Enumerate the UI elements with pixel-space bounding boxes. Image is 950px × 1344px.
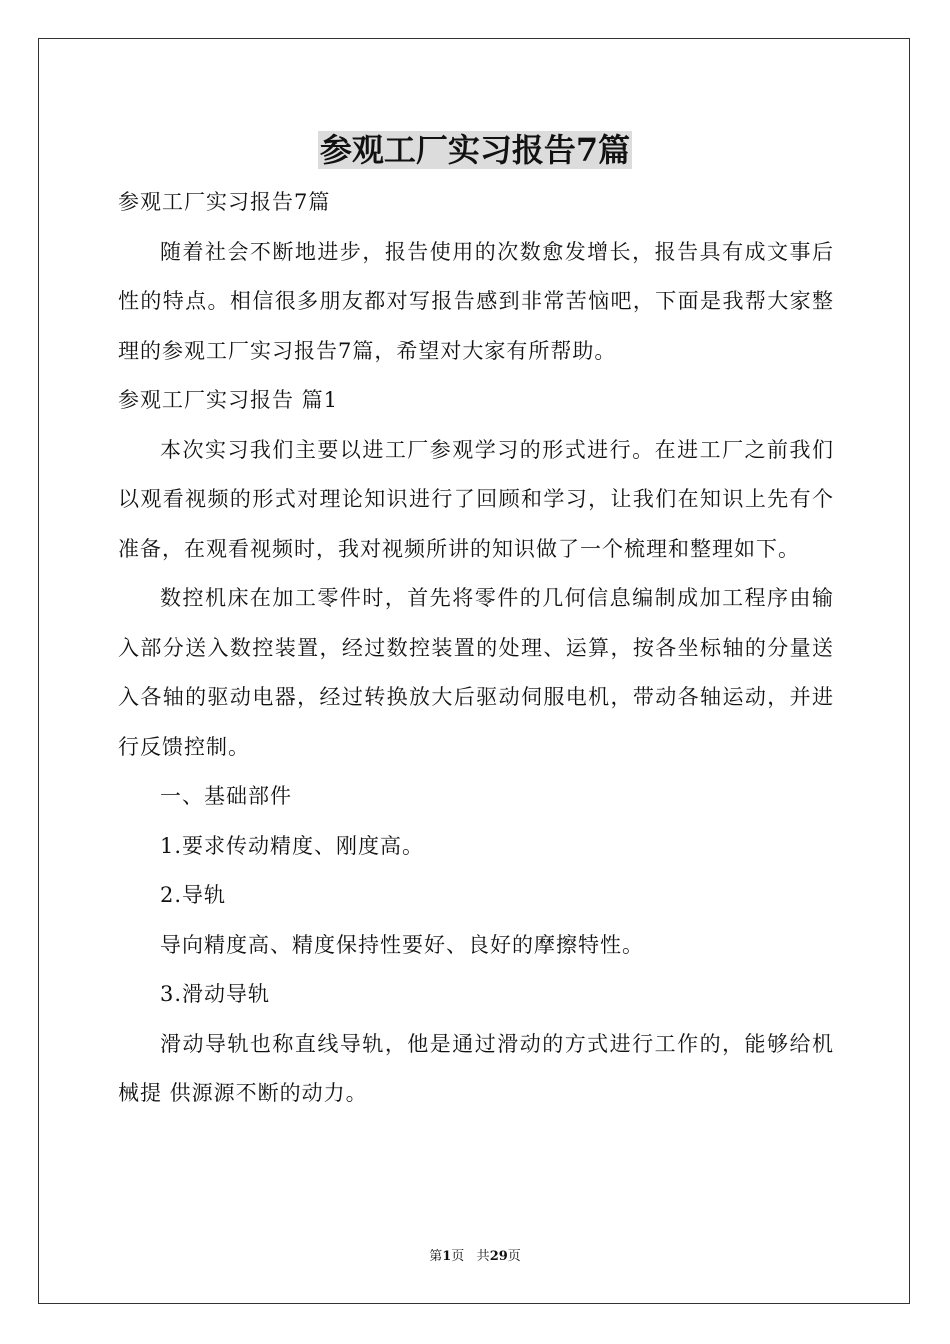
total-prefix: 共 [476,1249,490,1264]
total-suffix: 页 [507,1249,521,1264]
page-footer [0,1248,950,1266]
list-item: 3.滑动导轨 [160,982,271,1006]
intro-paragraph: 随着社会不断地进步，报告使用的次数愈发增长，报告具有成文事后性的特点。相信很多朋友都对写报告感到非常苦恼吧，下面是我帮大家整理的参观工厂实习报告7篇，希望对大家有所帮助。 [118,239,834,363]
subtitle-line: 参观工厂实习报告7篇 [118,190,331,214]
body-paragraph: 导向精度高、精度保持性要好、良好的摩擦特性。 [160,932,644,957]
body-paragraph: 本次实习我们主要以进工厂参观学习的形式进行。在进工厂之前我们以观看视频的形式对理论知识进行了回顾和学习，让我们在知识上先有个准备，在观看视频时，我对视频所讲的知识做了一个梳理和整理如下。 [118,437,834,561]
total-pages: 29 [489,1249,508,1264]
document-title-text: 参观工厂实习报告7篇 [319,131,631,169]
document-title [0,128,950,172]
section-heading-1: 参观工厂实习报告 篇1 [118,388,339,412]
body-paragraph: 数控机床在加工零件时，首先将零件的几何信息编制成加工程序由输入部分送入数控装置，经过数控装置的处理、运算，按各坐标轴的分量送入各轴的驱动电器，经过转换放大后驱动伺服电机，带动各轴运动，并进行反馈控制。 [118,586,834,759]
list-heading-basic-parts: 一、基础部件 [160,784,292,808]
page-number: 1 [442,1249,452,1264]
list-item: 2.导轨 [160,883,227,907]
page-prefix: 第 [429,1249,443,1264]
body-paragraph: 滑动导轨也称直线导轨，他是通过滑动的方式进行工作的，能够给机械提 供源源不断的动力。 [118,1031,834,1105]
page-suffix: 页 [451,1249,465,1264]
list-item: 1.要求传动精度、刚度高。 [160,833,425,858]
document-body [118,178,834,1119]
